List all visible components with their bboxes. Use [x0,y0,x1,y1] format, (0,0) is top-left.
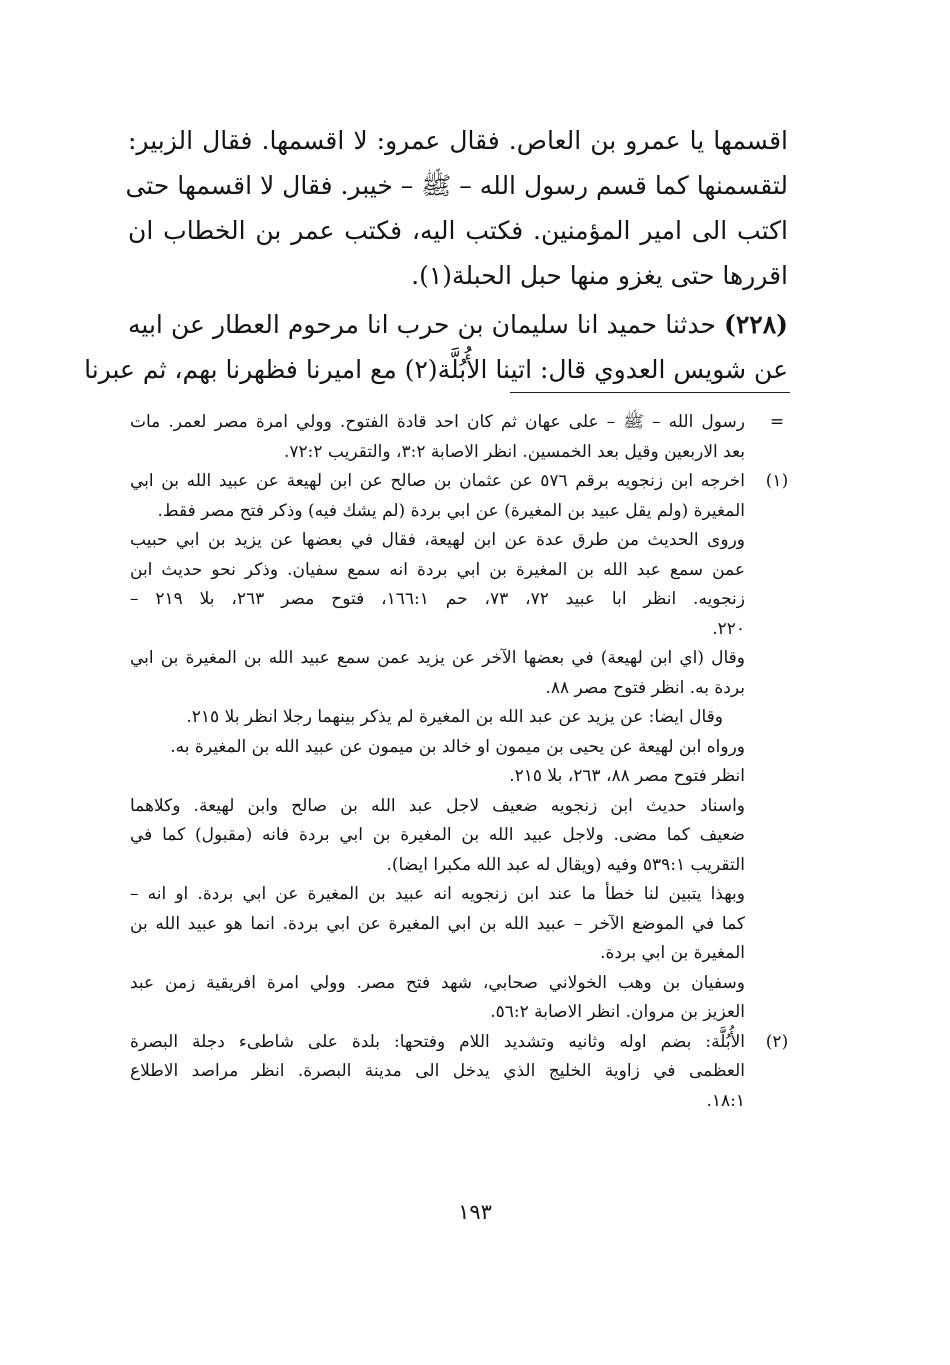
footnote-line: ٢٢٠. [712,618,745,639]
hadith-line: عن شويس العدوي قال: اتينا الأُبُلَّة(٢) مع اميرنا فظهرنا بهم، ثم عبرنا [84,355,788,384]
footnote-line: وقال ايضا: عن يزيد عن عبد الله بن المغيرة لم يذكر بينهما رجلا انظر بلا ٢١٥. [186,707,723,727]
footnote-line: رسول الله – ﷺ – على عهان ثم كان احد قادة الفتوح. وولي امرة مصر لعمر. مات [130,412,745,432]
footnote-line: ١٨:١. [706,1090,745,1111]
footnote-line: وروى الحديث من طرق عدة عن ابن لهيعة، فقال في بعضها عن يزيد بن ابي حبيب [130,530,745,550]
footnote-line: المغيرة (ولم يقل عبيد بن المغيرة) عن ابي بردة (لم يشك فيه) وذكر فتح مصر فقط. [157,500,745,521]
hadith-number: (٢٢٨) [724,310,789,339]
footnote-line: المغيرة بن ابي بردة. [600,943,745,963]
hadith-line [128,302,788,347]
footnotes [130,408,795,1116]
footnote-line: وقال (اي ابن لهيعة) في بعضها الآخر عن يزيد عمن سمع عبيد الله بن المغيرة بن ابي [130,648,745,668]
footnote-line: ورواه ابن لهيعة عن يحيى بن ميمون او خالد بن ميمون عن عبيد الله بن المغيرة به. [170,736,745,757]
footnote-line: واسناد حديث ابن زنجويه ضعيف لاجل عبد الله بن صالح وابن لهيعة. وكلاهما [130,795,745,816]
main-text-line: اقسمها يا عمرو بن العاص. فقال عمرو: لا اقسمها. فقال الزبير: [128,126,788,155]
footnote-line: عمن سمع عبد الله بن المغيرة بن ابي بردة انه سمع سفيان. وذكر نحو حديث ابن [130,559,745,580]
main-text [84,118,789,392]
page-number: ١٩٣ [458,1200,492,1224]
footnote-line: بردة به. انظر فتوح مصر ٨٨. [545,677,745,698]
footnote-divider [510,392,790,393]
main-text-line: اقررها حتى يغزو منها حبل الحبلة(١). [411,261,788,290]
footnote-line: الأُبُلَّة: بضم اوله وثانيه وتشديد اللام وفتحها: بلدة على شاطىء دجلة البصرة [130,1031,745,1052]
footnote-line: التقريب ٥٣٩:١ وفيه (ويقال له عبد الله مكبرا ايضا). [386,854,745,875]
main-text-line: لتقسمنها كما قسم رسول الله – ﷺ – خيبر. فقال لا اقسمها حتى [125,171,788,200]
footnote-line: العظمى في زاوية الخليج الذي يدخل الى مدينة البصرة. انظر مراصد الاطلاع [130,1061,745,1081]
footnote-line: اخرجه ابن زنجويه برقم ٥٧٦ عن عثمان بن صالح عن ابن لهيعة عن عبيد الله بن ابي [130,471,745,491]
footnote-line: وسفيان بن وهب الخولاني صحابي، شهد فتح مصر. وولي امرة افريقية زمن عبد [130,972,745,993]
footnote-continuation [130,408,795,467]
footnote-line: بعد الاربعين وقيل بعد الخمسين. انظر الاصابة ٣:٢، والتقريب ٧٢:٢. [284,441,745,462]
footnote-line: وبهذا يتبين لنا خطأ ما عند ابن زنجويه انه عبيد بن المغيرة عن ابي بردة. او انه – [130,884,745,904]
footnote-2-mark: (٢) [765,1031,789,1052]
footnote-2 [130,1028,795,1117]
footnote-line: كما في الموضع الآخر – عبيد الله بن ابي المغيرة عن ابي بردة. انما هو عبيد الله بن [130,913,745,934]
footnote-line: انظر فتوح مصر ٨٨، ٢٦٣، بلا ٢١٥. [509,766,745,786]
hadith-text: حدثنا حميد انا سليمان بن حرب انا مرحوم العطار عن ابيه [128,310,716,339]
footnote-line: العزيز بن مروان. انظر الاصابة ٥٦:٢. [490,1002,745,1022]
footnote-line: ضعيف كما مضى. ولاجل عبيد الله بن المغيرة بن ابي بردة فانه (مقبول) كما في [130,825,745,845]
footnote-1-mark: (١) [765,471,789,491]
footnote-1 [130,467,795,1028]
footnote-continuation-mark: = [769,412,785,432]
footnote-line: زنجويه. انظر ابا عبيد ٧٢، ٧٣، حم ١٦٦:١، فتوح مصر ٢٦٣، بلا ٢١٩ – [130,589,746,609]
main-text-line: اكتب الى امير المؤمنين. فكتب اليه، فكتب عمر بن الخطاب ان [128,216,788,245]
